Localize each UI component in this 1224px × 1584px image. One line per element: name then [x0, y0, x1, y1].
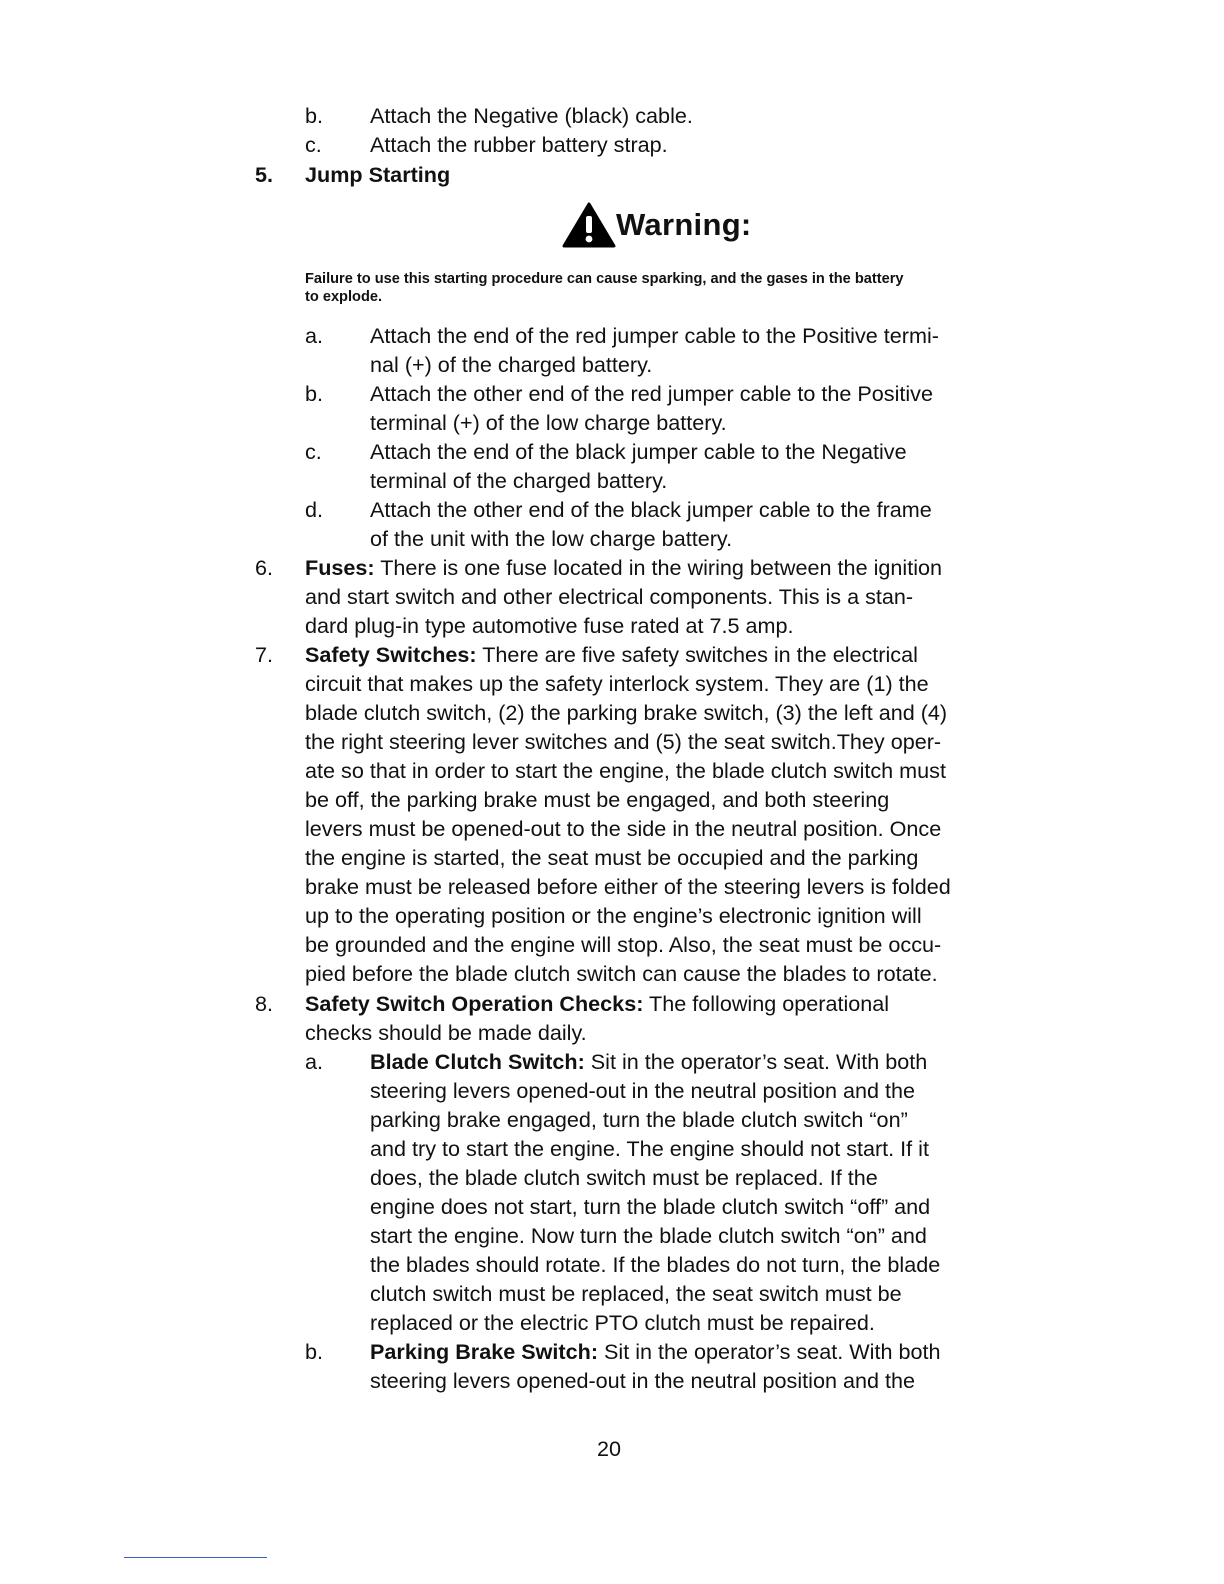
fuses-text: There is one fuse located in the wiring between the ignition [374, 555, 943, 580]
blade-clutch-line: steering levers opened-out in the neutral position and the [370, 1078, 916, 1103]
safety-switches-line: the engine is started, the seat must be occupied and the parking [305, 845, 919, 870]
safety-switches-line: circuit that makes up the safety interlock system. They are (1) the [305, 671, 929, 696]
battery-step-b-text: Attach the Negative (black) cable. [370, 103, 693, 128]
list-marker: b. [305, 381, 324, 406]
battery-step-c-text: Attach the rubber battery strap. [370, 132, 668, 157]
jump-step-b-line: terminal (+) of the low charge battery. [370, 410, 727, 435]
section-number: 8. [255, 991, 274, 1016]
footer-divider [124, 1557, 267, 1558]
section-number: 5. [255, 162, 274, 187]
operation-checks-text: The following operational [643, 991, 890, 1016]
warning-text [305, 270, 1015, 306]
safety-switches-line: levers must be opened-out to the side in the neutral position. Once [305, 816, 942, 841]
safety-switches-line: brake must be released before either of the steering levers is folded [305, 874, 951, 899]
safety-switches-line: up to the operating position or the engine’s electronic ignition will [305, 903, 922, 928]
warning-text-line: to explode. [305, 289, 383, 305]
section-heading-jump-starting: Jump Starting [305, 162, 451, 187]
safety-switches-line: ate so that in order to start the engine, the blade clutch switch must [305, 758, 946, 783]
fuses-label: Fuses: [305, 555, 375, 580]
blade-clutch-label: Blade Clutch Switch: [370, 1049, 585, 1074]
operation-checks-line [305, 989, 889, 1018]
safety-switches-line [305, 640, 918, 669]
safety-switches-line: blade clutch switch, (2) the parking brake switch, (3) the left and (4) [305, 700, 948, 725]
blade-clutch-line: engine does not start, turn the blade clutch switch “off” and [370, 1194, 931, 1219]
fuses-paragraph-line: dard plug-in type automotive fuse rated at 7.5 amp. [305, 613, 794, 638]
jump-step-a-line: Attach the end of the red jumper cable to the Positive termi- [370, 323, 939, 348]
parking-brake-line: steering levers opened-out in the neutral position and the [370, 1368, 916, 1393]
blade-clutch-line: parking brake engaged, turn the blade clutch switch “on” [370, 1107, 908, 1132]
list-marker: c. [305, 439, 322, 464]
blade-clutch-line: the blades should rotate. If the blades do not turn, the blade [370, 1252, 941, 1277]
safety-switches-line: the right steering lever switches and (5) the seat switch.They oper- [305, 729, 942, 754]
list-marker: b. [305, 1339, 324, 1364]
list-marker: a. [305, 323, 324, 348]
safety-switches-line: be off, the parking brake must be engaged, and both steering [305, 787, 890, 812]
fuses-paragraph-line: and start switch and other electrical components. This is a stan- [305, 584, 914, 609]
jump-step-a-line: nal (+) of the charged battery. [370, 352, 653, 377]
safety-switches-line: pied before the blade clutch switch can cause the blades to rotate. [305, 961, 938, 986]
jump-step-c-line: terminal of the charged battery. [370, 468, 668, 493]
blade-clutch-line: does, the blade clutch switch must be replaced. If the [370, 1165, 878, 1190]
blade-clutch-line: clutch switch must be replaced, the seat switch must be [370, 1281, 902, 1306]
warning-title: Warning: [616, 207, 752, 242]
page-number: 20 [597, 1436, 622, 1461]
warning-text-line: Failure to use this starting procedure can cause sparking, and the gases in the battery [305, 271, 904, 287]
parking-brake-label: Parking Brake Switch: [370, 1339, 599, 1364]
parking-brake-line [370, 1337, 941, 1366]
list-marker: d. [305, 497, 324, 522]
safety-switches-text: There are five safety switches in the electrical [476, 642, 918, 667]
safety-switches-line: be grounded and the engine will stop. Also, the seat must be occu- [305, 932, 942, 957]
list-marker: c. [305, 132, 322, 157]
warning-triangle-icon [562, 202, 616, 248]
warning-heading [562, 200, 752, 250]
safety-switches-label: Safety Switches: [305, 642, 477, 667]
list-marker: a. [305, 1049, 324, 1074]
section-number: 6. [255, 555, 274, 580]
section-number: 7. [255, 642, 274, 667]
parking-brake-text: Sit in the operator’s seat. With both [598, 1339, 941, 1364]
jump-step-d-line: Attach the other end of the black jumper cable to the frame [370, 497, 932, 522]
operation-checks-line: checks should be made daily. [305, 1020, 587, 1045]
jump-step-d-line: of the unit with the low charge battery. [370, 526, 733, 551]
blade-clutch-line: replaced or the electric PTO clutch must be repaired. [370, 1310, 875, 1335]
blade-clutch-line: and try to start the engine. The engine should not start. If it [370, 1136, 929, 1161]
fuses-paragraph-line [305, 553, 942, 582]
jump-step-b-line: Attach the other end of the red jumper cable to the Positive [370, 381, 933, 406]
blade-clutch-text: Sit in the operator’s seat. With both [584, 1049, 928, 1074]
list-marker: b. [305, 103, 324, 128]
jump-step-c-line: Attach the end of the black jumper cable to the Negative [370, 439, 907, 464]
operation-checks-label: Safety Switch Operation Checks: [305, 991, 644, 1016]
blade-clutch-line [370, 1047, 927, 1076]
blade-clutch-line: start the engine. Now turn the blade clutch switch “on” and [370, 1223, 927, 1248]
